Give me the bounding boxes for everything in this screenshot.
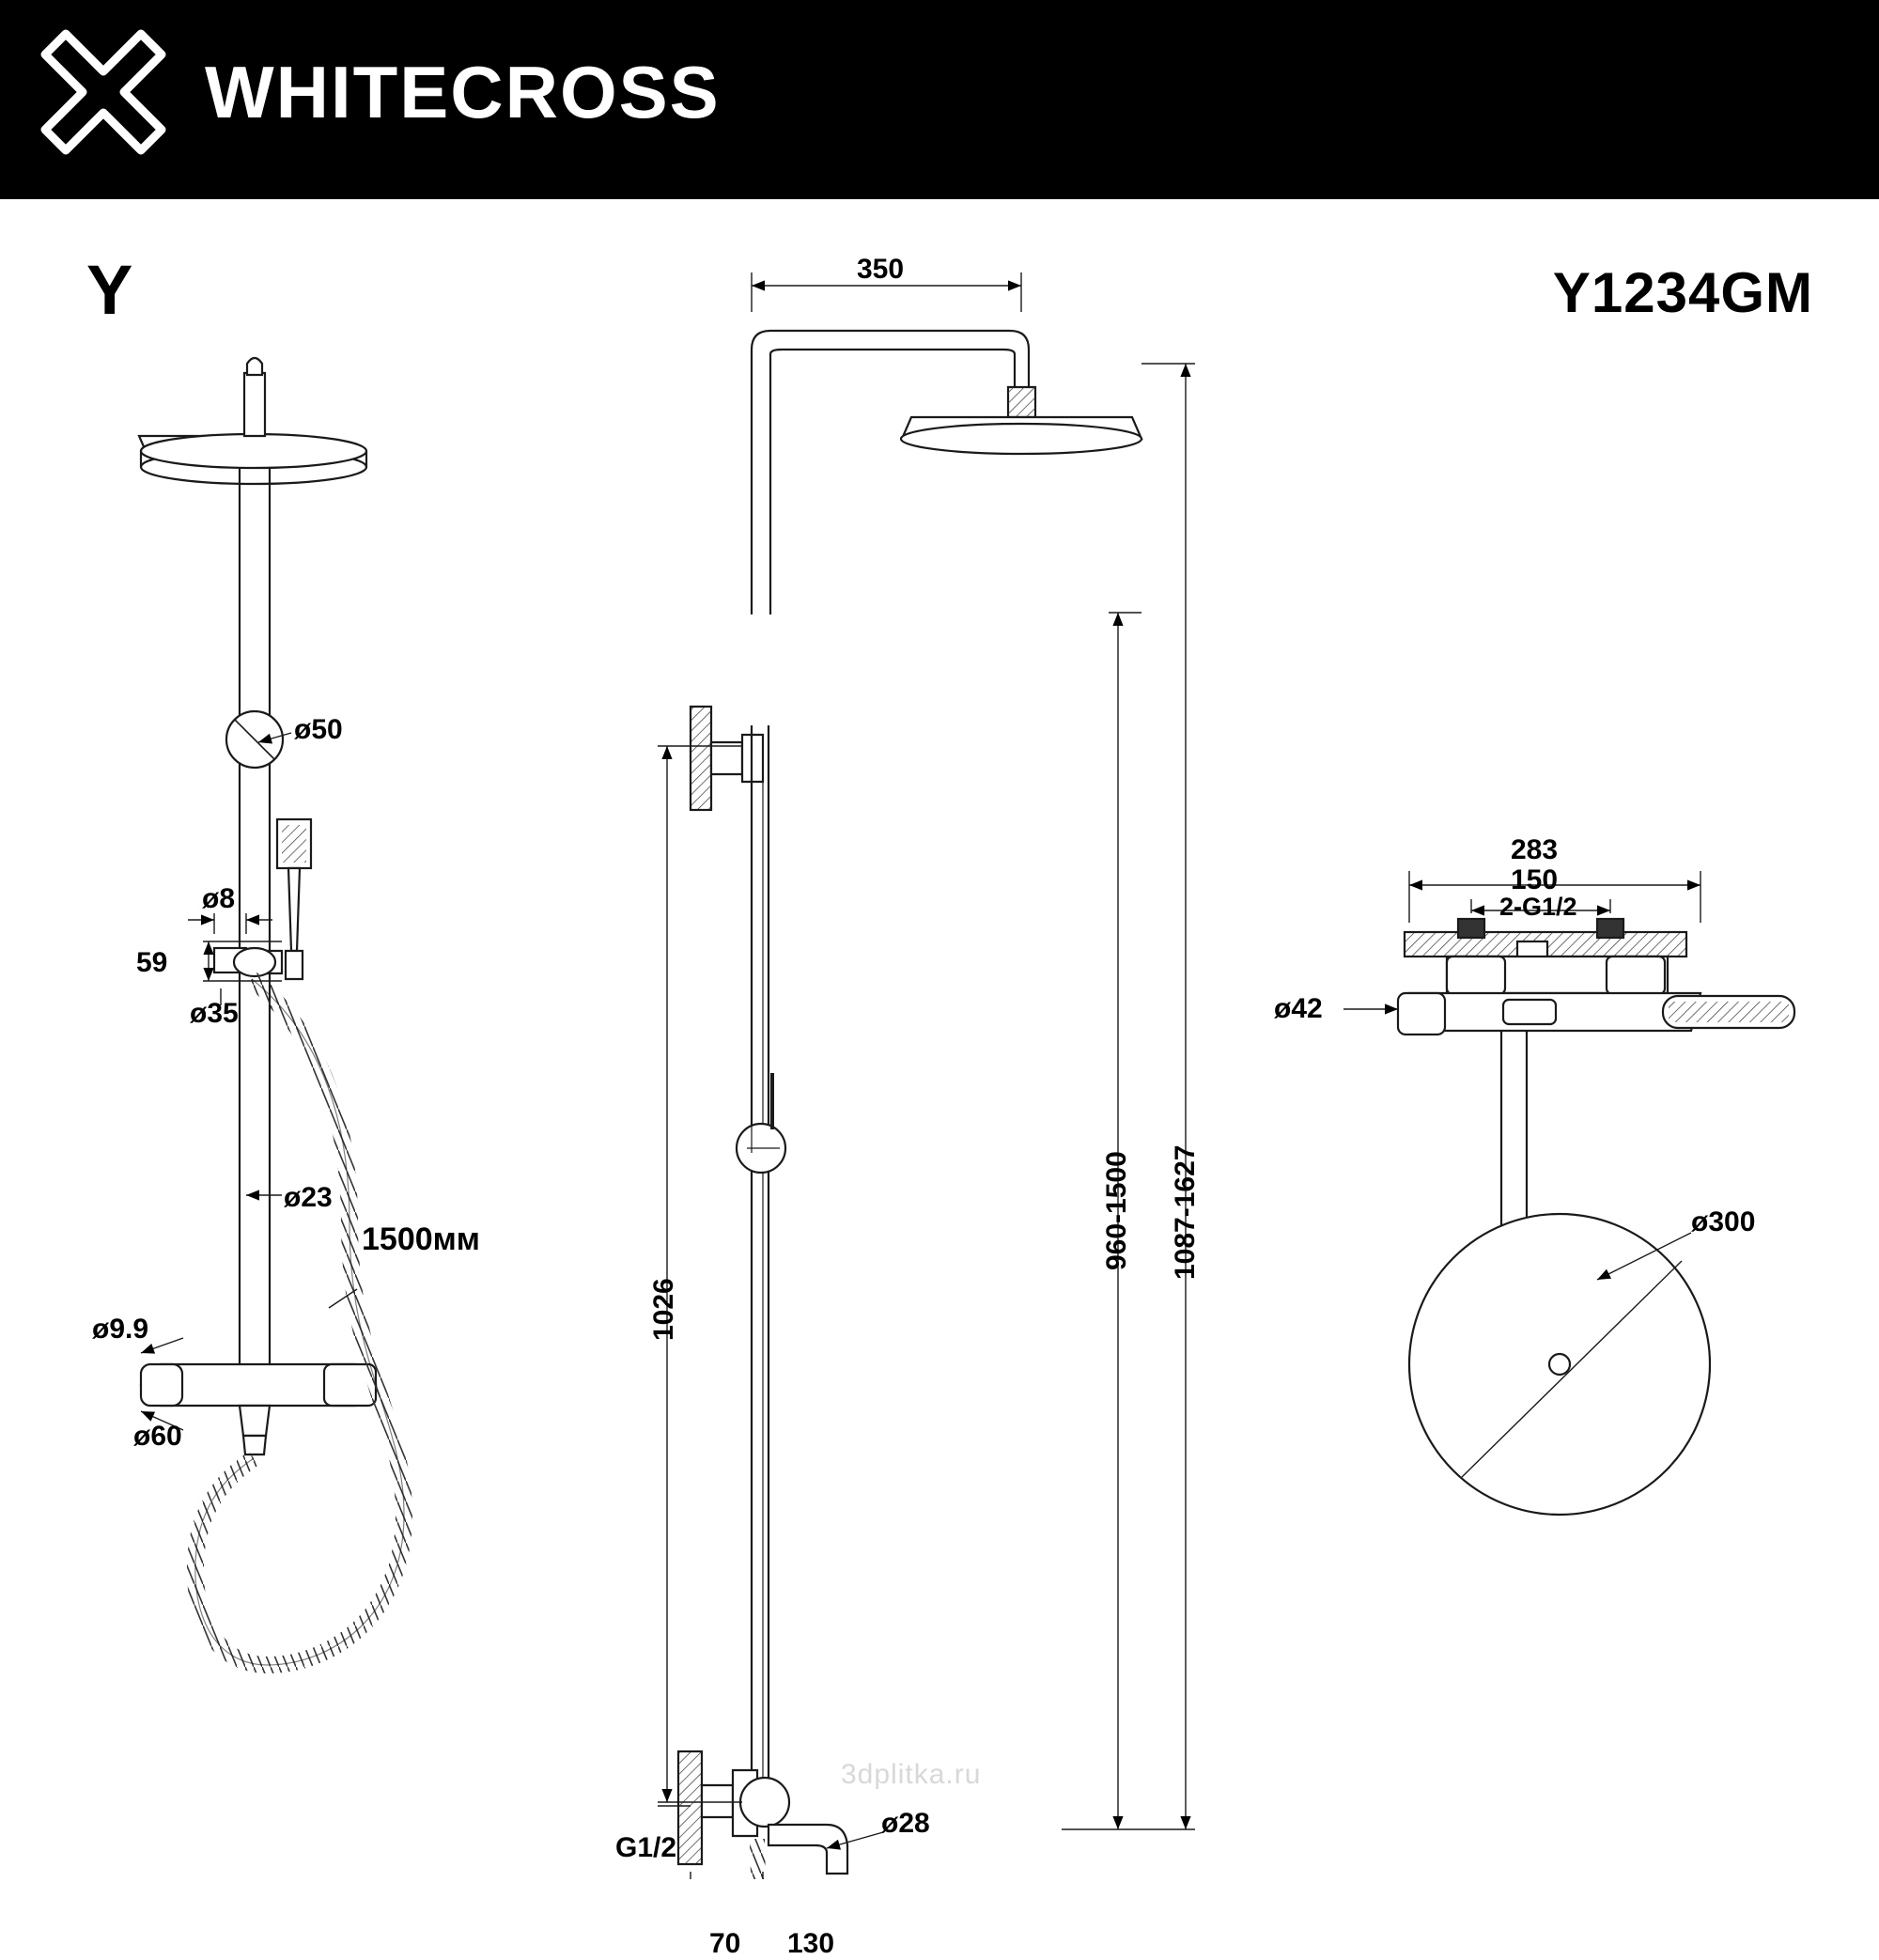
dim-front-59: 59 bbox=[136, 947, 168, 978]
cross-x-logo-icon bbox=[38, 26, 169, 158]
dim-front-d8: ø8 bbox=[202, 883, 236, 914]
side-rain-head bbox=[901, 387, 1141, 454]
dim-detail-150: 150 bbox=[1511, 864, 1559, 895]
dim-side-960-1500: 960-1500 bbox=[1101, 1151, 1132, 1270]
series-letter: Y bbox=[86, 251, 133, 329]
dim-side-350: 350 bbox=[857, 254, 905, 285]
front-shower-hose bbox=[195, 979, 404, 1665]
front-hand-shower-holder bbox=[214, 948, 282, 976]
side-dimension-lines bbox=[658, 272, 1195, 1879]
dim-front-d60: ø60 bbox=[133, 1421, 182, 1452]
dim-side-130: 130 bbox=[787, 1928, 835, 1959]
dim-front-d35: ø35 bbox=[190, 998, 239, 1029]
brand bbox=[38, 26, 721, 158]
dim-front-hose: 1500мм bbox=[362, 1221, 480, 1257]
brand-name: WHITECROSS bbox=[205, 51, 721, 133]
front-slider-ring bbox=[226, 711, 283, 768]
dim-detail-d42: ø42 bbox=[1274, 993, 1323, 1024]
watermark: 3dplitka.ru bbox=[841, 1759, 982, 1790]
front-rain-head bbox=[139, 358, 366, 484]
drawing-svg bbox=[0, 199, 1879, 1879]
dim-front-d50: ø50 bbox=[294, 714, 343, 745]
dim-front-d99: ø9.9 bbox=[92, 1314, 149, 1345]
dim-detail-283: 283 bbox=[1511, 834, 1559, 865]
side-top-arm bbox=[752, 331, 1029, 614]
side-slider-ring bbox=[737, 1124, 785, 1173]
dim-detail-2g12: 2-G1/2 bbox=[1499, 893, 1577, 921]
model-code: Y1234GM bbox=[1552, 261, 1813, 324]
dim-side-1026: 1026 bbox=[648, 1278, 679, 1341]
dim-front-d23: ø23 bbox=[284, 1182, 333, 1213]
technical-drawing bbox=[0, 199, 1879, 1959]
dim-detail-d300: ø300 bbox=[1691, 1206, 1756, 1237]
dim-side-g12: G1/2 bbox=[615, 1832, 677, 1863]
header-bar bbox=[0, 0, 1879, 199]
dim-side-1087-1627: 1087-1627 bbox=[1170, 1144, 1201, 1280]
dim-side-70: 70 bbox=[709, 1928, 741, 1959]
dim-side-d28: ø28 bbox=[881, 1808, 930, 1839]
